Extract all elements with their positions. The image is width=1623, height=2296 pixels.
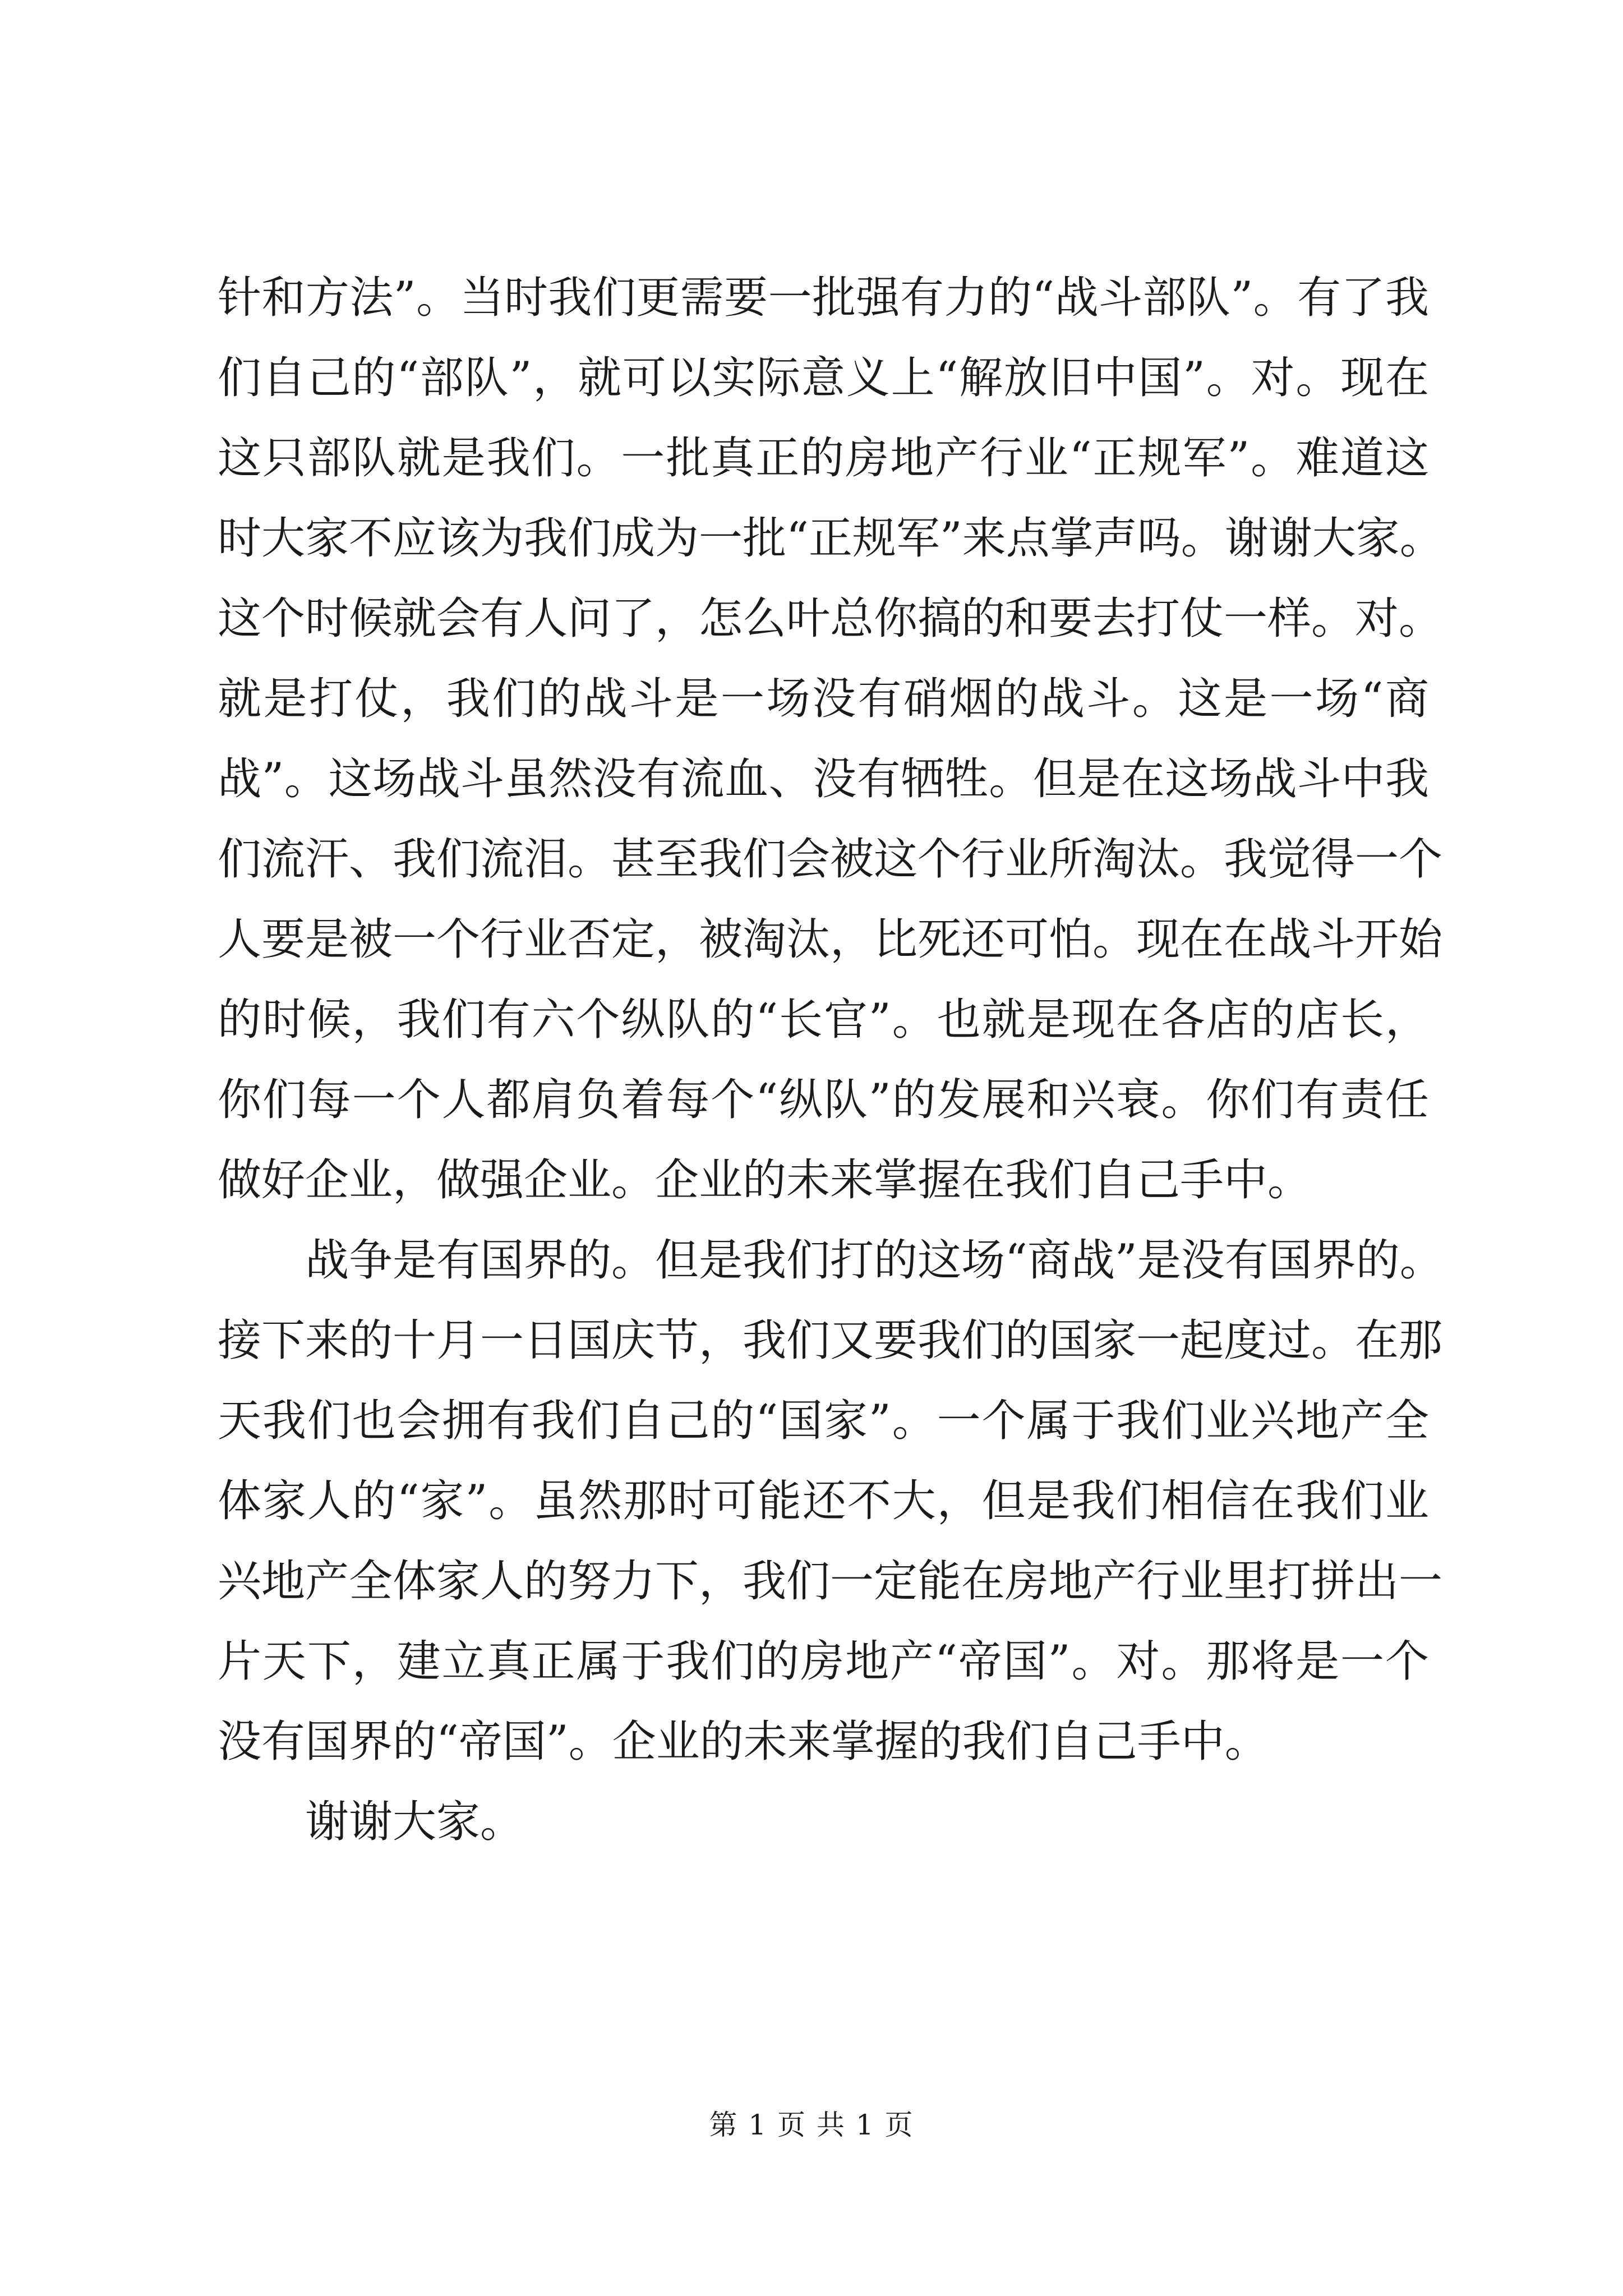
text-line: 时大家不应该为我们成为一批“正规军”来点掌声吗。谢谢大家。 xyxy=(218,513,1444,564)
text-line: 这个时候就会有人问了，怎么叶总你搞的和要去打仗一样。对。 xyxy=(218,593,1443,644)
text-line: 体家人的“家”。虽然那时可能还不大，但是我们相信在我们业 xyxy=(218,1476,1429,1526)
closing-line: 谢谢大家。 xyxy=(305,1797,524,1847)
paragraph-start-line: 战争是有国界的。但是我们打的这场“商战”是没有国界的。 xyxy=(305,1235,1444,1286)
document-body xyxy=(218,258,1444,1862)
text-line: 战”。这场战斗虽然没有流血、没有牺牲。但是在这场战斗中我 xyxy=(218,754,1429,804)
page-footer: 第 1 页 共 1 页 xyxy=(709,2109,914,2141)
text-line: 做好企业，做强企业。企业的未来掌握在我们自己手中。 xyxy=(218,1155,1312,1205)
text-line: 人要是被一个行业否定，被淘汰，比死还可怕。现在在战斗开始 xyxy=(218,914,1443,965)
text-line: 们自己的“部队”，就可以实际意义上“解放旧中国”。对。现在 xyxy=(218,353,1429,403)
text-line: 兴地产全体家人的努力下，我们一定能在房地产行业里打拼出一 xyxy=(218,1556,1443,1607)
text-line: 针和方法”。当时我们更需要一批强有力的“战斗部队”。有了我 xyxy=(218,273,1429,323)
text-line: 接下来的十月一日国庆节，我们又要我们的国家一起度过。在那 xyxy=(218,1315,1443,1366)
text-line: 这只部队就是我们。一批真正的房地产行业“正规军”。难道这 xyxy=(218,433,1429,484)
text-line: 们流汗、我们流泪。甚至我们会被这个行业所淘汰。我觉得一个 xyxy=(218,834,1443,885)
text-line: 的时候，我们有六个纵队的“长官”。也就是现在各店的店长， xyxy=(218,995,1429,1045)
text-line: 没有国界的“帝国”。企业的未来掌握的我们自己手中。 xyxy=(218,1717,1269,1767)
text-line: 你们每一个人都肩负着每个“纵队”的发展和兴衰。你们有责任 xyxy=(218,1075,1429,1125)
text-line: 天我们也会拥有我们自己的“国家”。一个属于我们业兴地产全 xyxy=(218,1396,1429,1446)
text-line: 片天下，建立真正属于我们的房地产“帝国”。对。那将是一个 xyxy=(218,1636,1429,1687)
text-line: 就是打仗，我们的战斗是一场没有硝烟的战斗。这是一场“商 xyxy=(218,674,1429,724)
